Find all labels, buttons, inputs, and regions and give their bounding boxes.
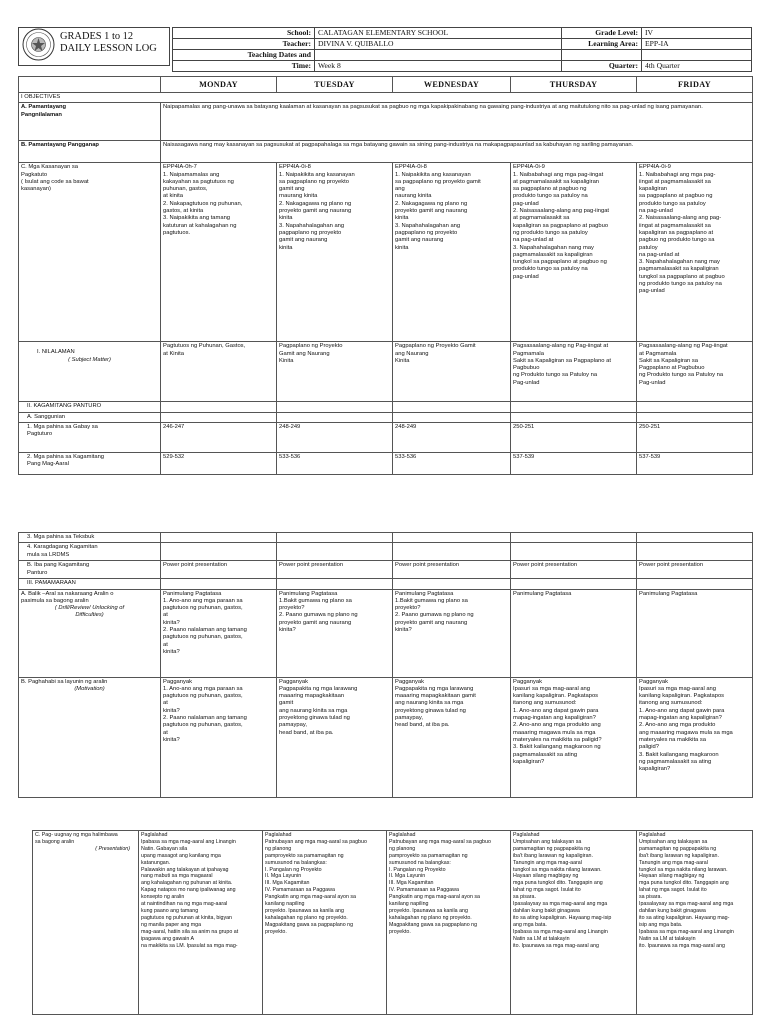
blank-label [562,50,642,61]
school-value: CALATAGAN ELEMENTARY SCHOOL [315,28,562,39]
paghahabi-monday: Pagganyak 1. Ano-ano ang mga paraan sa pagtutuos ng puhunan, gastos, at kinita? 2. Paano nalalaman ang tamang pagtutuos ng puhunan, gastos, at kinita? [161,677,277,797]
teksbuk-monday [161,533,277,543]
kasanayan-wednesday: EPP4IA-0i-8 1. Naipakikita ang kasanayan sa pagpaplano ng proyekto gamit ang naurang kinita 2. Nakagagawa ng plano ng proyekto gamit ang naurang kinita 3. Napahahalagahan ang pagpaplano ng proyekto gamit ang naurang kinita [393,163,511,342]
pag-uugnay-title: C. Pag- uugnay ng mga halimbawa sa bagong aralin [35,832,118,845]
pag-uugnay-tuesday: Paglalahad Patnubayan ang mga mag-aaral sa pagbuo ng planong pamproyekto sa pamamagitan ng sumusunod na balangkas: I. Pangalan ng Proyekto II. Mga Layunin III. Mga Kagamitan IV. Pamamaraan sa Paggawa Pangkatin ang mga mag-aaral ayon sa kanilang napiling proyekto. Ipaunawa sa kanila ang kahalagahan ng plano ng proyekto. Magpakitang gawa sa pagpaplano ng proyekto. [263,831,387,1015]
nilalaman-wednesday: Pagpaplano ng Proyekto Gamit ang Naurang Kinita [393,342,511,402]
sanggunian-tuesday [277,412,393,422]
kagamitang-aaral-wednesday: 533-536 [393,452,511,474]
row-label-paghahabi [19,677,161,797]
day-header-blank [19,77,161,93]
karagdagan-wednesday [393,543,511,561]
teaching-dates-label: Teaching Dates and [173,50,315,61]
sanggunian-friday [637,412,753,422]
pamamaraan-monday [161,579,277,589]
kagamitang-aaral-monday: 529-532 [161,452,277,474]
header-row [173,50,752,61]
teksbuk-friday [637,533,753,543]
row-label-balik-aral [19,589,161,677]
pamantayang-pangganap-row [19,141,753,163]
balik-aral-subtitle: ( Drill/Review/ Unlocking of Difficulties) [54,605,125,619]
day-thursday: THURSDAY [511,77,637,93]
row-label-kasanayan: C. Mga Kasanayan sa Pagkatuto ( Isulat ang code sa bawat kasanayan) [19,163,161,342]
pangganap-text: Naisasagawa nang may kasanayan sa pagsusukat at pagpapahalaga sa mga batayang gawain sa sining pang-industriya na makapagpapaunlad sa kabuhayan ng sariling pamayanan. [161,141,753,163]
grade-level-label: Grade Level: [562,28,642,39]
row-label-sanggunian: A. Sanggunian [19,412,161,422]
title-line-1: GRADES 1 to 12 [60,31,134,42]
nilalaman-title: I. NILALAMAN [37,349,75,356]
school-label: School: [173,28,315,39]
row-label-pangnilalaman: A. Pamantayang Pangnilalaman [19,103,161,141]
pamamaraan-friday [637,579,753,589]
paghahabi-thursday: Pagganyak Ipasuri sa mga mag-aaral ang kanilang kapaligiran. Pagkatapos itanong ang sumusunod: 1. Ano-ano ang dapat gawin para mapag-ingatan ang kapaligiran? 2. Ano-ano ang mga produkto ang maaaring magawa mula sa mga materyales na makikita sa paligid? 3. Bakit kailangang magkaroon ng pagmamalasakit sa ating kapaligiran? [511,677,637,797]
pag-uugnay-subtitle: ( Presentation) [95,845,130,852]
learning-area-label: Learning Area: [562,39,642,50]
balik-friday: Panimulang Pagtatasa [637,589,753,677]
day-monday: MONDAY [161,77,277,93]
balik-thursday: Panimulang Pagtatasa [511,589,637,677]
day-friday: FRIDAY [637,77,753,93]
karagdagan-thursday [511,543,637,561]
gabay-monday: 246-247 [161,422,277,452]
day-tuesday: TUESDAY [277,77,393,93]
iba-tuesday: Power point presentation [277,561,393,579]
nilalaman-friday: Pagsasaalang-alang ng Pag-iingat at Pagmamala Sakit sa Kapaligiran sa Pagpaplano at Pagbubuo ng Produkto tungo sa Patuloy na Pag-unlad [637,342,753,402]
quarter-label: Quarter: [562,61,642,72]
header-row [173,39,752,50]
kasanayan-tuesday: EPP4IA-0i-8 1. Naipakikita ang kasanayan sa pagpaplano ng proyekto gamit ang rnaurang kinita 2. Nakagagawa ng plano ng proyekto gamit ang naurang kinita 3. Napahahalagahan ang pagpaplano ng proyekto gamit ang naurang kinita [277,163,393,342]
paghahabi-wednesday: Pagganyak Pagpapakita ng mga larawang maaaring mapagkakitaan gamit ang naurang kinita sa mga proyektong ginawa tulad ng pamaypay, head band, at iba pa. [393,677,511,797]
document-title [60,31,157,54]
lesson-log-table-part-2 [18,532,753,798]
header-info-table [172,27,752,72]
sanggunian-row [19,412,753,422]
sanggunian-wednesday [393,412,511,422]
gabay-wednesday: 248-249 [393,422,511,452]
row-label-gabay: 1. Mga pahina sa Gabay sa Pagtuturo [19,422,161,452]
row-label-nilalaman [19,342,161,402]
gabay-friday: 250-251 [637,422,753,452]
pamamaraan-row [19,579,753,589]
pag-uugnay-friday: Paglalahad Umpisahan ang talakayan sa pamamagitan ng pagpapakita ng iba't ibang larawan ng kapaligiran. Tanungin ang mga mag-aaral tungkol sa mga nakita nilang larawan. Hayaan silang magbigay ng mga puna tungkol dito. Tanggapin ang lahat ng mga sagot. Isulat ito sa pisara. Ipasalaysay sa mga mag-aaral ang mga dahilan kung bakit ginagawa ito sa ating kapaligiran. Hayaang mag- isip ang mga bata. Ipabasa sa mga mag-aaral ang Linangin Natin sa LM at talakayin ito. Ipaunawa sa mga mag-aaral ang [637,831,753,1015]
paghahabi-tuesday: Pagganyak Pagpapakita ng mga larawang maaaring mapagkakitaan gamit ang naurang kinita sa mga proyektong ginawa tulad ng pamaypay, head band, at iba pa. [277,677,393,797]
kagamitan-tuesday [277,402,393,412]
iba-friday: Power point presentation [637,561,753,579]
karagdagan-monday [161,543,277,561]
karagdagan-friday [637,543,753,561]
sanggunian-thursday [511,412,637,422]
pangnilalaman-text: Naipapamalas ang pang-unawa sa batayang kaalaman at kasanayan sa pagsusukat sa pagbuo ng mga kapakipakinabang na gawaing pang-industriya at ang maitutulong nito sa pag-unlad ng isang pamayanan. [161,103,753,141]
time-label: Time: [173,61,315,72]
title-line-2: DAILY LESSON LOG [60,42,157,54]
kagamitang-aaral-friday: 537-539 [637,452,753,474]
row-label-pamamaraan: III. PAMAMARAAN [19,579,161,589]
sanggunian-monday [161,412,277,422]
grade-level-value: IV [642,28,752,39]
teksbuk-wednesday [393,533,511,543]
header-row [173,28,752,39]
row-label-teksbuk: 3. Mga pahina sa Teksbuk [19,533,161,543]
learning-area-value: EPP-IA [642,39,752,50]
teksbuk-thursday [511,533,637,543]
pag-uugnay-wednesday: Paglalahad Patnubayan ang mga mag-aaral sa pagbuo ng planong pamproyekto sa pamamagitan ng sumusunod na balangkas: I. Pangalan ng Proyekto II. Mga Layunin III. Mga Kagamitan IV. Pamamaraan sa Paggawa Pangkatin ang mga mag-aaral ayon sa kanilang napiling proyekto. Ipaunawa sa kanila ang kahalagahan ng plano ng proyekto. Magpakitang gawa sa pagpaplano ng proyekto. [387,831,511,1015]
kagamitang-aaral-row [19,452,753,474]
objectives-row [19,93,753,103]
blank-value [642,50,752,61]
lesson-log-table-part-3 [32,830,753,1015]
row-label-pag-uugnay [33,831,139,1015]
balik-wednesday: Panimulang Pagtatasa 1.Bakit gumawa ng plano sa proyekto? 2. Paano gumawa ng plano ng proyekto gamit ang naurang kinita? [393,589,511,677]
pamamaraan-thursday [511,579,637,589]
teksbuk-row [19,533,753,543]
iba-monday: Power point presentation [161,561,277,579]
nilalaman-subtitle: ( Subject Matter) [68,356,111,363]
pamantayang-pangnilalaman-row [19,103,753,141]
teacher-value: DIVINA V. QUIBALLO [315,39,562,50]
pag-uugnay-monday: Paglalahad Ipabasa sa mga mag-aaral ang Linangin Natin. Gabayan sila upang masagot ang kanilang mga katanungan. Palawakin ang talakayan at ipahayag nang mabuti sa mga magaaral ang kahalagahan ng puhunan at kinita. Kapag natapos mo nang ipaliwanag ang konsepto ng aralin at naintindihan na ng mga mag-aaral kung paano ang tamang pagtutuos ng puhunan at kinita, bigyan ng manila paper ang mga mag-aaral, hatiin sila sa anim na grupo at ipagawa ang gawain A na makikita sa LM. Ipasulat sa mga mag- [139,831,263,1015]
nilalaman-row [19,342,753,402]
lesson-log-table-part-1 [18,76,753,475]
iba-pang-kagamitan-row [19,561,753,579]
kasanayan-thursday: EPP4IA-0i-9 1. Naibabahagi ang mga pag-iingat at pagmamalasakit sa kapaligiran sa pagpaplano at pagbuo ng produkto tungo sa patuloy na pag-unlad 2. Naisasaalang-alang ang pag-iingat at pagmamalasakit sa kapaligiran sa pagpaplano at pagbuo ng produkto tungo sa patuloy na pag-unlad at 3. Napahahalagahan nang may pagmamalasakit sa kapaligiran tungkol sa pagpaplano at pagbuo ng produkto tungo sa patuloy na pag-unlad [511,163,637,342]
kagamitan-thursday [511,402,637,412]
day-wednesday: WEDNESDAY [393,77,511,93]
paghahabi-title: B. Paghahabi sa layunin ng aralin [21,678,108,685]
kasanayan-friday: EPP4IA-0i-9 1. Naibabahagi ang mga pag- iingat at pagmamalasakit sa kapaligiran sa pagpaplano at pagbuo ng produkto tungo sa patuloy na pag-unlad 2. Naisasaalang-alang ang pag- iingat at pagmamalasakit sa kapaligiran sa pagpaplano at pagbuo ng produkto tungo sa patuloy na pag-unlad at 3. Napahahalagahan nang may pagmamalasakit sa kapaligiran tungkol sa pagpaplano at pagbuo ng produkto tungo sa patuloy na pag-unlad [637,163,753,342]
row-label-kagamitang-aaral: 2. Mga pahina sa Kagamitang Pang Mag-Aaral [19,452,161,474]
kasanayan-row [19,163,753,342]
kagamitang-aaral-thursday: 537-539 [511,452,637,474]
paghahabi-row [19,677,753,797]
pag-uugnay-row [33,831,753,1015]
objectives-heading: I OBJECTIVES [19,93,753,103]
iba-wednesday: Power point presentation [393,561,511,579]
deped-seal-icon [22,28,55,61]
teksbuk-tuesday [277,533,393,543]
karagdagan-row [19,543,753,561]
teaching-dates-value [315,50,562,61]
pamamaraan-tuesday [277,579,393,589]
header-row [173,61,752,72]
row-label-karagdagan: 4. Karagdagang Kagamitan mula sa LRDMS [19,543,161,561]
nilalaman-thursday: Pagsasaalang-alang ng Pag-iingat at Pagmamala Sakit sa Kapaligiran sa Pagpaplano at Pagbubuo ng Produkto tungo sa Patuloy na Pag-unlad [511,342,637,402]
balik-tuesday: Panimulang Pagtatasa 1.Bakit gumawa ng plano sa proyekto? 2. Paano gumawa ng plano ng proyekto gamit ang naurang kinita? [277,589,393,677]
gabay-thursday: 250-251 [511,422,637,452]
day-header-row [19,77,753,93]
iba-thursday: Power point presentation [511,561,637,579]
kagamitan-row [19,402,753,412]
kagamitan-friday [637,402,753,412]
time-value: Week 8 [315,61,562,72]
nilalaman-monday: Pagtutuos ng Puhunan, Gastos, at Kinita [161,342,277,402]
pag-uugnay-thursday: Paglalahad Umpisahan ang talakayan sa pamamagitan ng pagpapakita ng iba't ibang larawan ng kapaligiran. Tanungin ang mga mag-aaral tungkol sa mga nakita nilang larawan. Hayaan silang magbigay ng mga puna tungkol dito. Tanggapin ang lahat ng mga sagot. Isulat ito sa pisara. Ipasalaysay sa mga mag-aaral ang mga dahilan kung bakit ginagawa ito sa ating kapaligiran. Hayaang mag-isip ang mga bata. Ipabasa sa mga mag-aaral ang Linangin Natin sa LM at talakayin ito. Ipaunawa sa mga mag-aaral ang [511,831,637,1015]
paghahabi-subtitle: (Motivation) [74,685,105,692]
balik-monday: Panimulang Pagtatasa 1. Ano-ano ang mga paraan sa pagtutuos ng puhunan, gastos, at kinita? 2. Paano nalalaman ang tamang pagtutuos ng puhunan, gastos, at kinita? [161,589,277,677]
kagamitan-monday [161,402,277,412]
row-label-pangganap: B. Pamantayang Pangganap [19,141,161,163]
nilalaman-tuesday: Pagpaplano ng Proyekto Gamit ang Naurang Kinita [277,342,393,402]
gabay-row [19,422,753,452]
row-label-kagamitan: II. KAGAMITANG PANTURO [19,402,161,412]
kagamitan-wednesday [393,402,511,412]
teacher-label: Teacher: [173,39,315,50]
pamamaraan-wednesday [393,579,511,589]
balik-aral-title: A. Balik –Aral sa nakaraang Aralin o pasimula sa bagong aralin [21,590,114,604]
paghahabi-friday: Pagganyak Ipasuri sa mga mag-aaral ang kanilang kapaligiran. Pagkatapos itanong ang sumusunod: 1. Ano-ano ang dapat gawin para mapag-ingatan ang kapaligiran? 2. Ano-ano ang mga produkto ang maaaring magawa mula sa mga materyales na makikita sa paligid? 3. Bakit kailangang magkaroon ng pagmamalasakit sa ating kapaligiran? [637,677,753,797]
kagamitang-aaral-tuesday: 533-536 [277,452,393,474]
row-label-iba-pang-kagamitan: B. Iba pang Kagamitang Panturo [19,561,161,579]
quarter-value: 4th Quarter [642,61,752,72]
karagdagan-tuesday [277,543,393,561]
balik-aral-row [19,589,753,677]
kasanayan-monday: EPP4IA-0h-7 1. Naipamamalas ang kakayahan sa pagtutuos ng puhunan, gastos, at kinita 2. Nakapagtutuos ng puhunan, gastos, at kinita 3. Naipakikita ang tamang katuturan at kahalagahan ng pagtutuos. [161,163,277,342]
gabay-tuesday: 248-249 [277,422,393,452]
